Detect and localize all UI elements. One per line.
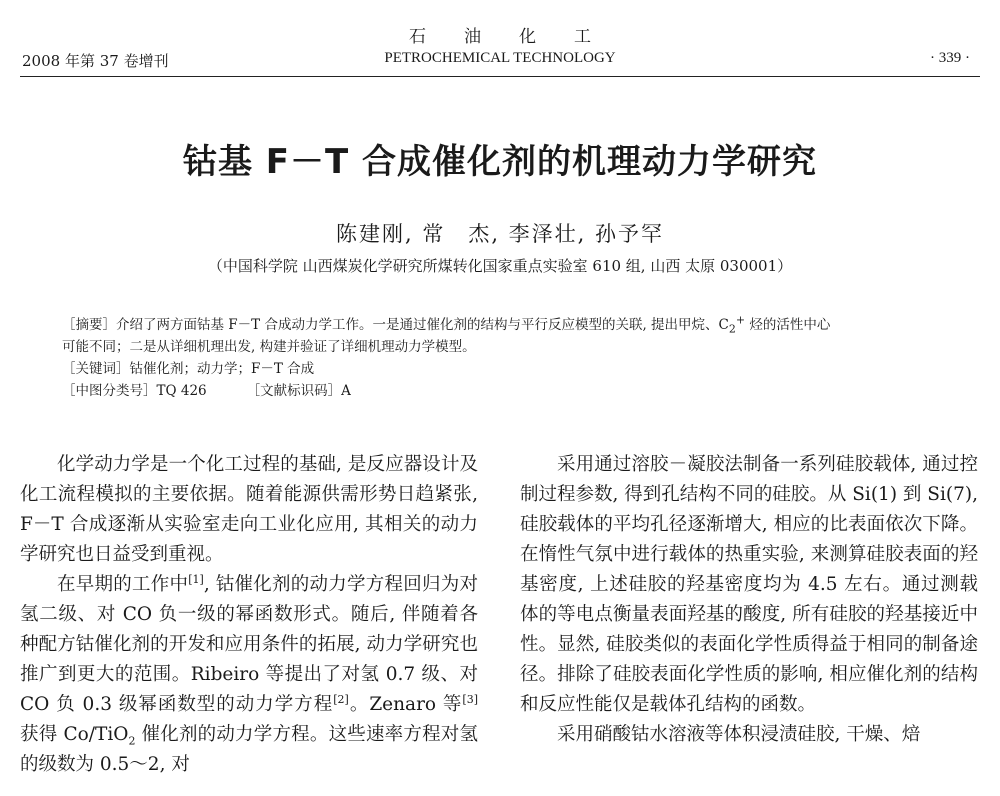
left-p2-d: 获得 Co/TiO <box>20 724 129 745</box>
right-column <box>520 450 978 750</box>
clc-code: TQ 426 <box>156 383 207 399</box>
paper-title: 钴基 F－T 合成催化剂的机理动力学研究 <box>182 142 818 182</box>
classification-line <box>62 380 942 402</box>
affiliation: （中国科学院 山西煤炭化学研究所煤转化国家重点实验室 610 组, 山西 太原 030001） <box>207 257 793 275</box>
keywords-line <box>62 358 942 380</box>
left-p2-a: 在早期的工作中 <box>57 574 189 595</box>
left-paragraph-1: 化学动力学是一个化工过程的基础, 是反应器设计及化工流程模拟的主要依据。随着能源供需形势日趋紧张, F－T 合成逐渐从实验室走向工业化应用, 其相关的动力学研究也日益受到重视。 <box>20 454 478 565</box>
abstract-label: ［摘要］ <box>62 317 116 333</box>
journal-issue: 2008 年第 37 卷增刊 <box>22 52 169 70</box>
keywords-label: ［关键词］ <box>62 361 130 377</box>
abstract-text-b: 烃的活性中心 <box>745 317 831 333</box>
abstract-line-2: 可能不同；二是从详细机理出发, 构建并验证了详细机理动力学模型。 <box>62 339 476 355</box>
abstract-block <box>62 314 942 402</box>
keywords: 钴催化剂；动力学；F－T 合成 <box>129 361 315 377</box>
authors: 陈建刚, 常 杰, 李泽壮, 孙予罕 <box>335 222 665 246</box>
c2-subscript: 2 <box>728 322 736 336</box>
abstract-text-a: 介绍了两方面钴基 F－T 合成动力学工作。一是通过催化剂的结构与平行反应模型的关联, 提出甲烷、C <box>116 317 729 333</box>
left-p2-c: 。Zenaro 等 <box>348 694 463 715</box>
abstract-line-1 <box>62 314 942 336</box>
clc-label: ［中图分类号］ <box>62 383 157 399</box>
reference-3: [3] <box>462 692 479 706</box>
left-paragraph-2 <box>20 570 478 780</box>
reference-1: [1] <box>188 572 204 586</box>
doc-code-label: ［文献标识码］ <box>246 383 342 399</box>
tio2-subscript: 2 <box>128 734 136 748</box>
right-paragraph-1: 采用通过溶胶－凝胶法制备一系列硅胶载体, 通过控制过程参数, 得到孔结构不同的硅胶。从 Si(1) 到 Si(7), 硅胶载体的平均孔径逐渐增大, 相应的比表面依次下降。在惰性气氛中进行载体的热重实验, 来测算硅胶表面的羟基密度, 上述硅胶的羟基密度均为 4.5 左右。通过测载体的等电点衡量表面羟基的酸度, 所有硅胶的羟基接近中性。显然, 硅胶类似的表面化学性质得益于相同的制备途径。排除了硅胶表面化学性质的影响, 相应催化剂的结构和反应性能仅是载体孔结构的函数。 <box>520 454 978 715</box>
reference-2: [2] <box>333 692 349 706</box>
doc-code: A <box>341 383 351 399</box>
c2-superscript: + <box>735 313 746 327</box>
header-rule <box>20 76 980 77</box>
left-column <box>20 450 478 780</box>
journal-title-cn: 石油化工 <box>409 27 629 47</box>
left-p2-b: , 钴催化剂的动力学方程回归为对氢二级、对 CO 负一级的幂函数形式。随后, 伴随着各种配方钴催化剂的开发和应用条件的拓展, 动力学研究也推广到更大的范围。Ribeiro 等提出了对氢 0.7 级、对 CO 负 0.3 级幂函数型的动力学方程 <box>20 574 478 715</box>
right-paragraph-2: 采用硝酸钴水溶液等体积浸渍硅胶, 干燥、焙 <box>557 724 921 745</box>
left-p2-e: 催化剂的动力学方程。这些速率方程对氢的级数为 0.5～2, 对 <box>20 724 478 775</box>
page-number: · 339 · <box>930 50 970 66</box>
journal-title-en: PETROCHEMICAL TECHNOLOGY <box>384 50 616 66</box>
